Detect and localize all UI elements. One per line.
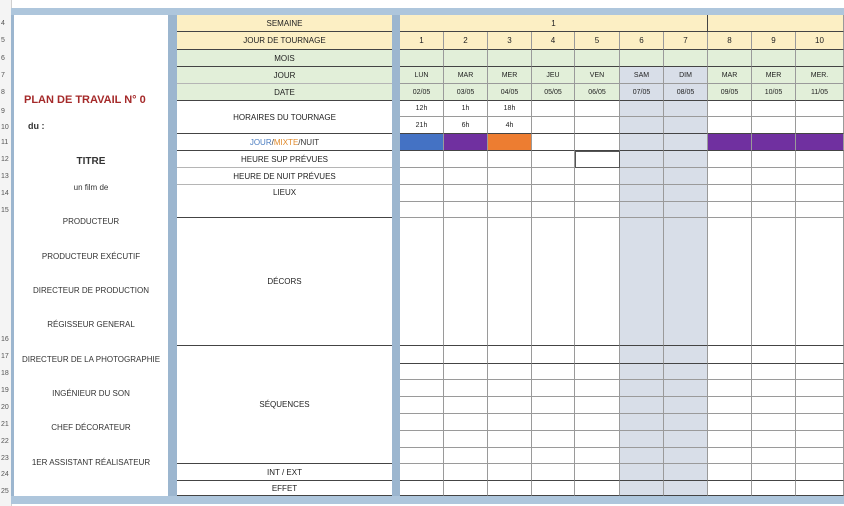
jour-mixte-nuit-label <box>177 134 392 151</box>
schedule-cell[interactable] <box>708 185 752 202</box>
schedule-cell[interactable] <box>708 168 752 185</box>
schedule-cell[interactable] <box>444 168 488 185</box>
schedule-cell[interactable] <box>752 364 796 380</box>
horaire-start-cell[interactable] <box>796 101 844 117</box>
row-number[interactable]: 23 <box>1 455 9 462</box>
role-directeur-photo: DIRECTEUR DE LA PHOTOGRAPHIE <box>21 355 161 364</box>
schedule-cell[interactable] <box>708 414 752 431</box>
row-number[interactable]: 6 <box>1 55 5 62</box>
row-number[interactable]: 18 <box>1 370 9 377</box>
schedule-cell[interactable] <box>532 168 575 185</box>
schedule-cell[interactable] <box>664 346 708 364</box>
row-number[interactable]: 12 <box>1 156 9 163</box>
schedule-cell[interactable] <box>796 448 844 464</box>
schedule-cell[interactable] <box>708 481 752 496</box>
schedule-cell[interactable] <box>575 414 620 431</box>
horaire-start-cell[interactable]: 18h <box>488 101 532 117</box>
schedule-cell[interactable] <box>575 185 620 202</box>
schedule-cell[interactable] <box>620 202 664 218</box>
schedule-cell[interactable] <box>488 431 532 448</box>
date-cell[interactable]: 07/05 <box>620 84 664 101</box>
du-label: du : <box>28 121 45 131</box>
schedule-cell[interactable] <box>664 185 708 202</box>
schedule-cell[interactable] <box>664 448 708 464</box>
schedule-cell[interactable] <box>752 397 796 414</box>
schedule-cell[interactable] <box>796 397 844 414</box>
mois-label: MOIS <box>177 50 392 67</box>
heure-sup-label: HEURE SUP PRÉVUES <box>177 151 392 168</box>
lieux-label: LIEUX <box>177 185 392 218</box>
schedule-cell[interactable] <box>796 151 844 168</box>
schedule-cell[interactable] <box>400 151 444 168</box>
mois-cell[interactable] <box>664 50 708 67</box>
horaire-end-cell[interactable] <box>620 117 664 134</box>
horaires-label: HORAIRES DU TOURNAGE <box>177 101 392 134</box>
schedule-cell[interactable] <box>444 202 488 218</box>
date-cell[interactable]: 09/05 <box>708 84 752 101</box>
schedule-cell[interactable] <box>620 185 664 202</box>
schedule-cell[interactable] <box>400 185 444 202</box>
semaine-1-cell: 1 <box>400 15 708 32</box>
schedule-cell[interactable] <box>400 202 444 218</box>
top-band <box>11 8 844 15</box>
schedule-cell[interactable] <box>664 364 708 380</box>
date-cell[interactable]: 03/05 <box>444 84 488 101</box>
schedule-cell[interactable] <box>400 380 444 397</box>
mois-cell[interactable] <box>752 50 796 67</box>
horaire-end-cell[interactable] <box>708 117 752 134</box>
mois-cell[interactable] <box>488 50 532 67</box>
schedule-cell[interactable] <box>664 168 708 185</box>
schedule-cell[interactable] <box>796 431 844 448</box>
schedule-cell[interactable] <box>532 397 575 414</box>
horaire-start-cell[interactable] <box>575 101 620 117</box>
bottom-band <box>11 496 844 504</box>
schedule-cell[interactable] <box>444 151 488 168</box>
row-number[interactable]: 20 <box>1 404 9 411</box>
plan-title: PLAN DE TRAVAIL N° 0 <box>24 94 146 106</box>
schedule-cell[interactable] <box>575 464 620 481</box>
schedule-cell[interactable] <box>620 414 664 431</box>
schedule-cell[interactable] <box>488 380 532 397</box>
row-number[interactable]: 4 <box>1 20 5 27</box>
horaire-start-cell[interactable] <box>664 101 708 117</box>
decors-label: DÉCORS <box>177 218 392 346</box>
schedule-cell[interactable] <box>575 481 620 496</box>
schedule-cell[interactable] <box>620 168 664 185</box>
schedule-cell[interactable] <box>664 380 708 397</box>
schedule-cell[interactable] <box>532 185 575 202</box>
schedule-cell[interactable] <box>400 414 444 431</box>
day-number-cell[interactable]: 3 <box>488 32 532 50</box>
mois-cell[interactable] <box>400 50 444 67</box>
row-number[interactable]: 5 <box>1 37 5 44</box>
schedule-cell[interactable] <box>575 364 620 380</box>
jour-mixte-nuit-cell[interactable] <box>532 134 575 151</box>
schedule-cell[interactable] <box>400 346 444 364</box>
mois-cell[interactable] <box>620 50 664 67</box>
schedule-cell[interactable] <box>575 431 620 448</box>
schedule-cell[interactable] <box>488 218 532 346</box>
row-number[interactable]: 25 <box>1 488 9 495</box>
day-name-cell[interactable]: DIM <box>664 67 708 84</box>
schedule-cell[interactable] <box>620 431 664 448</box>
date-cell[interactable]: 08/05 <box>664 84 708 101</box>
schedule-cell[interactable] <box>752 481 796 496</box>
schedule-cell[interactable] <box>532 448 575 464</box>
schedule-cell[interactable] <box>400 448 444 464</box>
role-regisseur: RÉGISSEUR GENERAL <box>47 320 135 329</box>
row-number[interactable]: 13 <box>1 173 9 180</box>
schedule-cell[interactable] <box>620 346 664 364</box>
schedule-cell[interactable] <box>400 431 444 448</box>
semaine-2-cell <box>708 15 844 32</box>
schedule-cell[interactable] <box>444 380 488 397</box>
schedule-cell[interactable] <box>532 431 575 448</box>
schedule-cell[interactable] <box>620 481 664 496</box>
schedule-cell[interactable] <box>575 380 620 397</box>
role-producteur: PRODUCTEUR <box>62 217 120 226</box>
date-label: DATE <box>177 84 392 101</box>
schedule-cell[interactable] <box>708 431 752 448</box>
schedule-cell[interactable] <box>796 380 844 397</box>
jmn-sep1: / <box>271 137 274 147</box>
schedule-cell[interactable] <box>708 202 752 218</box>
schedule-cell[interactable] <box>620 448 664 464</box>
schedule-cell[interactable] <box>664 464 708 481</box>
day-name-cell[interactable]: MAR <box>444 67 488 84</box>
schedule-cell[interactable] <box>444 346 488 364</box>
horaire-end-cell[interactable]: 6h <box>444 117 488 134</box>
schedule-cell[interactable] <box>400 397 444 414</box>
schedule-cell[interactable] <box>575 218 620 346</box>
schedule-cell[interactable] <box>532 202 575 218</box>
schedule-cell[interactable] <box>575 397 620 414</box>
jour-mixte-nuit-cell[interactable] <box>488 134 532 151</box>
schedule-cell[interactable] <box>620 218 664 346</box>
date-cell[interactable]: 02/05 <box>400 84 444 101</box>
row-number[interactable]: 7 <box>1 72 5 79</box>
jmn-nuit: NUIT <box>300 137 320 147</box>
schedule-cell[interactable] <box>488 364 532 380</box>
schedule-cell[interactable] <box>532 414 575 431</box>
day-name-cell[interactable]: LUN <box>400 67 444 84</box>
schedule-cell[interactable] <box>620 464 664 481</box>
schedule-cell[interactable] <box>444 218 488 346</box>
schedule-cell[interactable] <box>752 380 796 397</box>
jour-label: JOUR <box>177 67 392 84</box>
schedule-cell[interactable] <box>488 481 532 496</box>
schedule-cell[interactable] <box>708 397 752 414</box>
role-chef-decorateur: CHEF DÉCORATEUR <box>51 423 131 432</box>
schedule-cell[interactable] <box>664 397 708 414</box>
schedule-cell[interactable] <box>752 202 796 218</box>
schedule-cell[interactable] <box>708 218 752 346</box>
schedule-cell[interactable] <box>444 448 488 464</box>
effet-label: EFFET <box>177 481 392 496</box>
schedule-cell[interactable] <box>488 185 532 202</box>
schedule-cell[interactable] <box>444 481 488 496</box>
film-label: un film de <box>73 183 109 192</box>
schedule-cell[interactable] <box>532 346 575 364</box>
schedule-cell[interactable] <box>796 168 844 185</box>
row-number[interactable]: 9 <box>1 108 5 115</box>
mois-cell[interactable] <box>708 50 752 67</box>
jmn-mixte: MIXTE <box>273 137 299 147</box>
day-number-cell[interactable]: 7 <box>664 32 708 50</box>
schedule-cell[interactable] <box>796 218 844 346</box>
row-number[interactable]: 10 <box>1 124 9 131</box>
schedule-cell[interactable] <box>488 168 532 185</box>
schedule-cell[interactable] <box>796 464 844 481</box>
schedule-cell[interactable] <box>620 397 664 414</box>
day-number-cell[interactable]: 6 <box>620 32 664 50</box>
day-number-cell[interactable]: 1 <box>400 32 444 50</box>
schedule-cell[interactable] <box>444 364 488 380</box>
schedule-cell[interactable] <box>796 346 844 364</box>
row-number[interactable]: 22 <box>1 438 9 445</box>
schedule-cell[interactable] <box>488 414 532 431</box>
labels-divider-bar <box>392 15 400 496</box>
schedule-cell[interactable] <box>400 218 444 346</box>
day-name-cell[interactable]: SAM <box>620 67 664 84</box>
horaire-start-cell[interactable] <box>532 101 575 117</box>
horaire-start-cell[interactable] <box>752 101 796 117</box>
schedule-cell[interactable] <box>752 151 796 168</box>
jour-mixte-nuit-cell[interactable] <box>444 134 488 151</box>
horaire-end-cell[interactable] <box>664 117 708 134</box>
heure-nuit-label: HEURE DE NUIT PRÉVUES <box>177 168 392 185</box>
schedule-cell[interactable] <box>444 185 488 202</box>
horaire-start-cell[interactable] <box>620 101 664 117</box>
schedule-cell[interactable] <box>620 151 664 168</box>
schedule-cell[interactable] <box>752 448 796 464</box>
schedule-cell[interactable] <box>444 431 488 448</box>
panel-divider-bar <box>168 15 177 496</box>
row-number[interactable]: 8 <box>1 89 5 96</box>
schedule-cell[interactable] <box>664 202 708 218</box>
schedule-cell[interactable] <box>796 185 844 202</box>
sequences-label: SÉQUENCES <box>177 346 392 464</box>
schedule-cell[interactable] <box>752 464 796 481</box>
schedule-cell[interactable] <box>664 414 708 431</box>
schedule-cell[interactable] <box>752 185 796 202</box>
day-number-cell[interactable]: 9 <box>752 32 796 50</box>
horaire-end-cell[interactable]: 4h <box>488 117 532 134</box>
jmn-jour: JOUR <box>249 137 272 147</box>
day-number-cell[interactable]: 8 <box>708 32 752 50</box>
day-name-cell[interactable]: JEU <box>532 67 575 84</box>
day-name-cell[interactable]: MER. <box>796 67 844 84</box>
day-name-cell[interactable]: MER <box>752 67 796 84</box>
date-cell[interactable]: 10/05 <box>752 84 796 101</box>
mois-cell[interactable] <box>575 50 620 67</box>
schedule-cell[interactable] <box>664 481 708 496</box>
row-number[interactable]: 21 <box>1 421 9 428</box>
day-number-cell[interactable]: 2 <box>444 32 488 50</box>
semaine-label: SEMAINE <box>177 15 392 32</box>
day-number-cell[interactable]: 5 <box>575 32 620 50</box>
jour-mixte-nuit-cell[interactable] <box>796 134 844 151</box>
schedule-cell[interactable] <box>796 202 844 218</box>
schedule-cell[interactable] <box>664 218 708 346</box>
schedule-cell[interactable] <box>532 218 575 346</box>
int-ext-label: INT / EXT <box>177 464 392 481</box>
horaire-end-cell[interactable] <box>532 117 575 134</box>
jour-mixte-nuit-cell[interactable] <box>708 134 752 151</box>
row-number[interactable]: 19 <box>1 387 9 394</box>
schedule-cell[interactable] <box>400 168 444 185</box>
schedule-cell[interactable] <box>708 364 752 380</box>
jour-mixte-nuit-cell[interactable] <box>752 134 796 151</box>
schedule-cell[interactable] <box>400 481 444 496</box>
role-ingenieur-son: INGÉNIEUR DU SON <box>52 389 130 398</box>
schedule-cell[interactable] <box>532 481 575 496</box>
schedule-cell[interactable] <box>664 431 708 448</box>
mois-cell[interactable] <box>796 50 844 67</box>
schedule-cell[interactable] <box>796 481 844 496</box>
schedule-cell[interactable] <box>488 202 532 218</box>
day-name-cell[interactable]: MAR <box>708 67 752 84</box>
schedule-cell[interactable] <box>488 464 532 481</box>
row-number[interactable]: 24 <box>1 471 9 478</box>
day-name-cell[interactable]: MER <box>488 67 532 84</box>
schedule-cell[interactable] <box>488 397 532 414</box>
schedule-cell[interactable] <box>575 346 620 364</box>
jour-tournage-label: JOUR DE TOURNAGE <box>177 32 392 50</box>
schedule-cell[interactable] <box>488 151 532 168</box>
schedule-cell[interactable] <box>752 414 796 431</box>
day-number-cell[interactable]: 10 <box>796 32 844 50</box>
jour-mixte-nuit-cell[interactable] <box>664 134 708 151</box>
mois-cell[interactable] <box>532 50 575 67</box>
day-number-cell[interactable]: 4 <box>532 32 575 50</box>
horaire-end-cell[interactable] <box>752 117 796 134</box>
jour-mixte-nuit-cell[interactable] <box>400 134 444 151</box>
row-number[interactable]: 14 <box>1 190 9 197</box>
schedule-cell[interactable] <box>664 151 708 168</box>
schedule-cell[interactable] <box>444 414 488 431</box>
schedule-cell[interactable] <box>708 448 752 464</box>
horaire-end-cell[interactable] <box>796 117 844 134</box>
schedule-cell[interactable] <box>400 464 444 481</box>
horaire-end-cell[interactable] <box>575 117 620 134</box>
schedule-cell[interactable] <box>796 364 844 380</box>
date-cell[interactable]: 05/05 <box>532 84 575 101</box>
schedule-cell[interactable] <box>444 397 488 414</box>
mois-cell[interactable] <box>444 50 488 67</box>
schedule-cell[interactable] <box>532 464 575 481</box>
row-number[interactable]: 16 <box>1 336 9 343</box>
date-cell[interactable]: 11/05 <box>796 84 844 101</box>
horaire-end-cell[interactable]: 21h <box>400 117 444 134</box>
role-producteur-executif: PRODUCTEUR EXÉCUTIF <box>41 252 141 261</box>
day-name-cell[interactable]: VEN <box>575 67 620 84</box>
schedule-cell[interactable] <box>532 151 575 168</box>
schedule-cell[interactable] <box>400 364 444 380</box>
schedule-cell[interactable] <box>752 168 796 185</box>
schedule-cell[interactable] <box>708 464 752 481</box>
date-cell[interactable]: 04/05 <box>488 84 532 101</box>
role-1er-assistant: 1ER ASSISTANT RÉALISATEUR <box>31 458 151 467</box>
schedule-cell[interactable] <box>532 380 575 397</box>
schedule-cell[interactable] <box>575 168 620 185</box>
schedule-cell[interactable] <box>575 202 620 218</box>
schedule-cell[interactable] <box>620 364 664 380</box>
schedule-cell[interactable] <box>796 414 844 431</box>
titre-label: TITRE <box>76 156 106 167</box>
horaire-start-cell[interactable]: 12h <box>400 101 444 117</box>
row-number[interactable]: 11 <box>1 139 9 146</box>
horaire-start-cell[interactable] <box>708 101 752 117</box>
schedule-cell[interactable] <box>752 218 796 346</box>
schedule-cell[interactable] <box>708 346 752 364</box>
schedule-cell[interactable] <box>532 364 575 380</box>
schedule-cell[interactable] <box>620 380 664 397</box>
schedule-cell[interactable] <box>752 431 796 448</box>
schedule-cell[interactable] <box>444 464 488 481</box>
schedule-cell[interactable] <box>488 346 532 364</box>
row-number[interactable]: 17 <box>1 353 9 360</box>
selected-cell[interactable] <box>575 151 620 168</box>
schedule-cell[interactable] <box>488 448 532 464</box>
schedule-cell[interactable] <box>708 380 752 397</box>
jour-mixte-nuit-cell[interactable] <box>620 134 664 151</box>
horaire-start-cell[interactable]: 1h <box>444 101 488 117</box>
date-cell[interactable]: 06/05 <box>575 84 620 101</box>
schedule-cell[interactable] <box>752 346 796 364</box>
schedule-cell[interactable] <box>708 151 752 168</box>
jour-mixte-nuit-cell[interactable] <box>575 134 620 151</box>
jmn-sep2: / <box>298 137 301 147</box>
row-number[interactable]: 15 <box>1 207 9 214</box>
schedule-cell[interactable] <box>575 448 620 464</box>
role-directeur-production: DIRECTEUR DE PRODUCTION <box>32 286 149 295</box>
